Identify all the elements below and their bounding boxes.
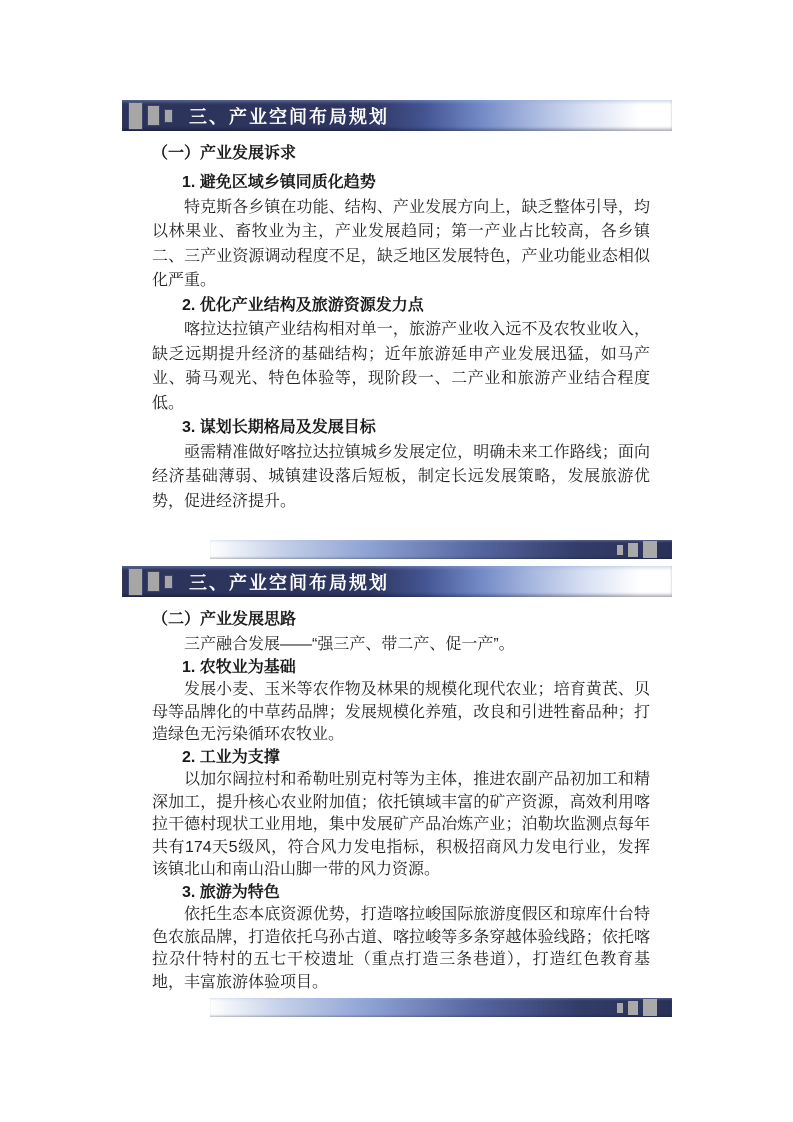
section-1-paragraph-3: 亟需精准做好喀拉达拉镇城乡发展定位，明确未来工作路线；面向经济基础薄弱、城镇建设落后短板，制定长远发展策略，发展旅游优势，促进经济提升。 (152, 443, 650, 510)
banner-decoration-block-small (165, 576, 172, 588)
section-2-banner-title: 三、产业空间布局规划 (189, 572, 389, 593)
section-1-paragraph-2: 喀拉达拉镇产业结构相对单一，旅游产业收入远不及农牧业收入，缺乏远期提升经济的基础结构；近年旅游延申产业发展迅猛，如马产业、骑马观光、特色体验等，现阶段一、二产业和旅游产业结合程度低。 (152, 321, 650, 412)
section-2-footer-bar (210, 998, 672, 1017)
footer-decoration-block-large (643, 999, 657, 1016)
section-1 (122, 100, 672, 514)
banner-decoration-block-medium (148, 106, 159, 125)
banner-decoration-block-large (129, 569, 142, 595)
section-1-title-banner (122, 100, 672, 131)
footer-decoration-block-small (617, 545, 623, 555)
section-1-subheading-3: 3. 谋划长期格局及发展目标 (182, 419, 376, 436)
section-1-banner-title: 三、产业空间布局规划 (189, 106, 389, 127)
banner-decoration-block-large (129, 103, 142, 129)
section-2-subheading-1: 1. 农牧业为基础 (182, 658, 296, 676)
section-1-footer-bar (210, 540, 672, 559)
section-1-subheading-1: 1. 避免区域乡镇同质化趋势 (182, 174, 376, 191)
footer-decoration-block-large (643, 541, 657, 558)
section-2-paragraph-3: 依托生态本底资源优势，打造喀拉峻国际旅游度假区和琼库什台特色农旅品牌，打造依托乌孙古道、喀拉峻等多条穿越体验线路；依托喀拉尕什特村的五七干校遗址（重点打造三条巷道），打造红色教育基地，丰富旅游体验项目。 (152, 906, 650, 991)
section-2-subheading-3: 3. 旅游为特色 (182, 883, 280, 901)
footer-decoration-block-medium (628, 543, 638, 557)
footer-decoration-block-small (617, 1003, 623, 1013)
section-2-intro-line: 三产融合发展——“强三产、带二产、促一产”。 (184, 636, 515, 653)
page-content (122, 100, 672, 1017)
section-1-subheading-2: 2. 优化产业结构及旅游资源发力点 (182, 296, 424, 314)
section-2-paragraph-2: 以加尔阔拉村和希勒吐别克村等为主体，推进农副产品初加工和精深加工，提升核心农业附加值；依托镇域丰富的矿产资源，高效利用喀拉干德村现状工业用地，集中发展矿产品冶炼产业；泊勒坎监测点每年共有174天5级风，符合风力发电指标，积极招商风力发电行业，发挥该镇北山和南山沿山脚一带的风力资源。 (152, 771, 650, 878)
section-1-heading: （一）产业发展诉求 (152, 145, 297, 162)
section-2-heading: （二）产业发展思路 (152, 611, 297, 628)
section-2 (122, 566, 672, 994)
banner-decoration-block-medium (148, 572, 159, 591)
banner-decoration-block-small (165, 110, 172, 122)
section-1-paragraph-1: 特克斯各乡镇在功能、结构、产业发展方向上，缺乏整体引导，均以林果业、畜牧业为主，产业发展趋同；第一产业占比较高，各乡镇二、三产业资源调动程度不足，缺乏地区发展特色，产业功能业态相似化严重。 (152, 198, 650, 289)
section-2-paragraph-1: 发展小麦、玉米等农作物及林果的规模化现代农业；培育黄芪、贝母等品牌化的中草药品牌；发展规模化养殖，改良和引进牲畜品种；打造绿色无污染循环农牧业。 (152, 681, 650, 743)
section-2-title-banner (122, 566, 672, 597)
footer-decoration-block-medium (628, 1001, 638, 1015)
section-2-subheading-2: 2. 工业为支撑 (182, 748, 280, 766)
